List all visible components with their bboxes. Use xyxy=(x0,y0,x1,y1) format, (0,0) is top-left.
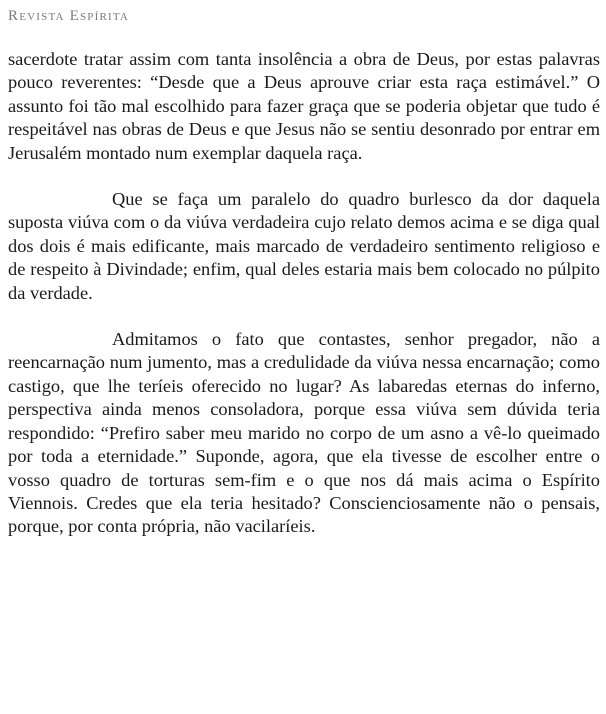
paragraph-comparison: Que se faça um paralelo do quadro burlesco da dor daquela suposta viúva com o da viúva verdadeira cujo relato demos acima e se diga qual dos dois é mais edificante, mais marcado de verdadeiro sentimento religioso e de respeito à Divindade; enfim, qual deles estaria mais bem colocado no púlpito da verdade. xyxy=(8,189,600,303)
running-header: Revista Espírita xyxy=(8,8,130,24)
page-body xyxy=(8,48,600,539)
paragraph-admitamos: Admitamos o fato que contastes, senhor pregador, não a reencarnação num jumento, mas a credulidade da viúva nessa encarnação; como castigo, que lhe teríeis oferecido no lugar? As labaredas eternas do inferno, perspectiva ainda menos consoladora, porque essa viúva sem dúvida teria respondido: “Prefiro saber meu marido no corpo de um asno a vê-lo queimado por toda a eternidade.” Suponde, agora, que ela tivesse de escolher entre o vosso quadro de torturas sem-fim e o que nos dá mais acima o Espírito Viennois. Credes que ela teria hesitado? Conscienciosamente não o pensais, porque, por conta própria, não vacilaríeis. xyxy=(8,329,600,537)
paragraph-continuation: sacerdote tratar assim com tanta insolência a obra de Deus, por estas palavras pouco reverentes: “Desde que a Deus aprouve criar esta raça estimável.” O assunto foi tão mal escolhido para fazer graça que se poderia objetar que tudo é respeitável nas obras de Deus e que Jesus não se sentiu desonrado por entrar em Jerusalém montado num exemplar daquela raça. xyxy=(8,49,600,163)
